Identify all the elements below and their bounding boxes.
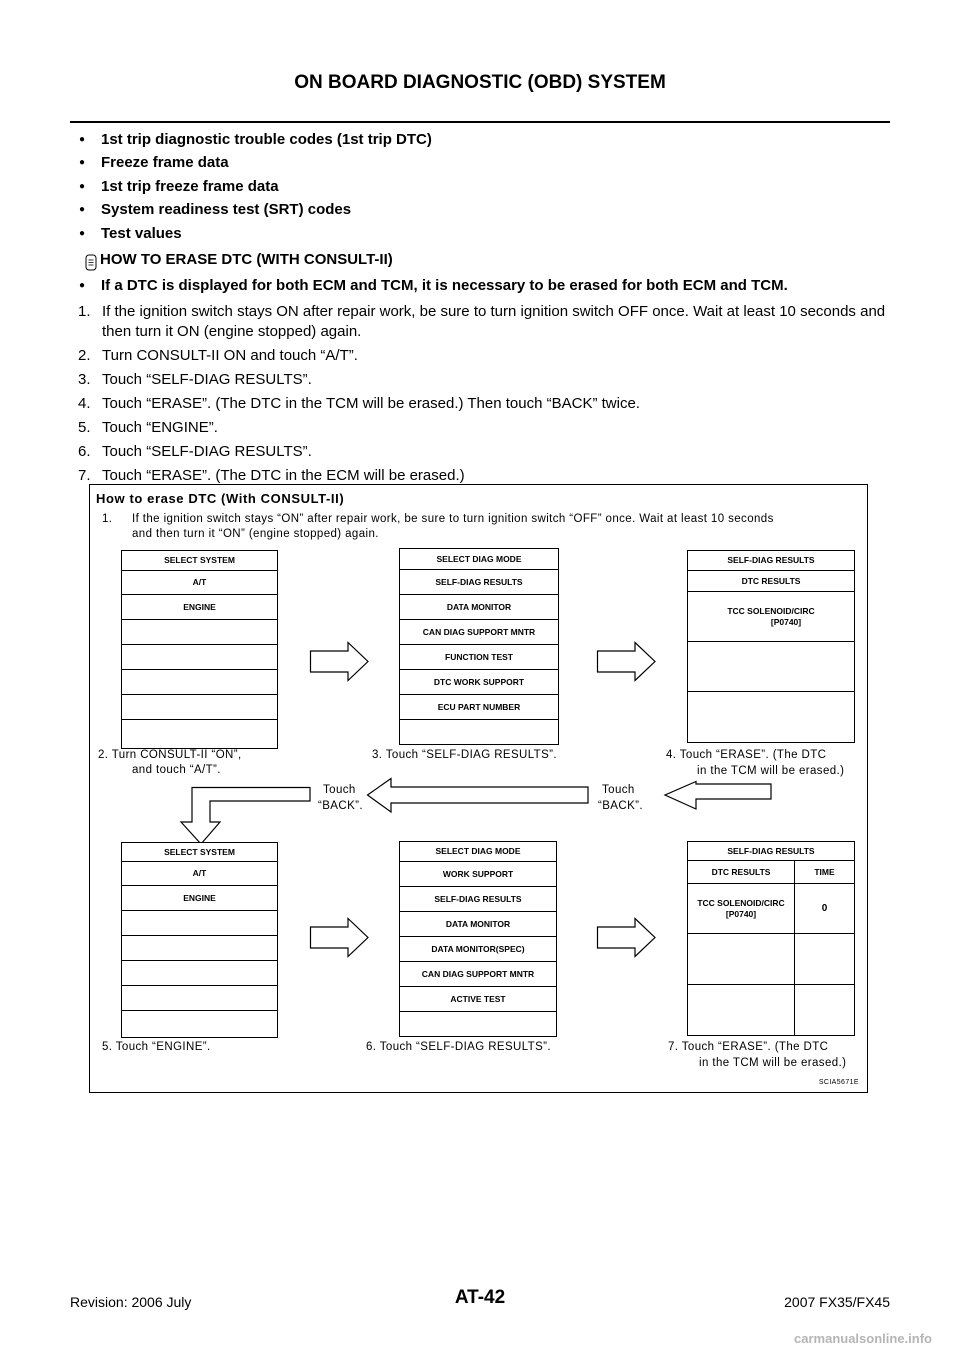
figure-intro-text: If the ignition switch stays “ON” after repair work, be sure to turn ignition switch “OFF” once. Wait at least 10 seconds xyxy=(132,513,774,525)
step-item xyxy=(78,394,898,414)
left-arrow-icon xyxy=(664,775,774,815)
step-item xyxy=(78,346,898,366)
footer-model: 2007 FX35/FX45 xyxy=(784,1294,890,1310)
menu-item-self-diag-results[interactable]: SELF-DIAG RESULTS xyxy=(400,570,558,595)
step-item xyxy=(78,370,898,390)
step-item xyxy=(78,442,898,462)
step-text: If the ignition switch stays ON after repair work, be sure to turn ignition switch OFF once. Wait at least 10 seconds and then turn it ON (engine stopped) again. xyxy=(102,303,886,340)
dtc-result-item xyxy=(688,592,854,642)
list-item: ● Test values xyxy=(78,222,432,245)
screen-header: SELF-DIAG RESULTS xyxy=(688,551,854,571)
watermark-link[interactable]: carmanualsonline.info xyxy=(794,1331,932,1346)
caption-touch-back-cont: “BACK”. xyxy=(598,800,643,812)
menu-item-empty xyxy=(122,695,277,720)
screen-header: SELECT SYSTEM xyxy=(122,843,277,862)
menu-item-data-monitor[interactable]: DATA MONITOR xyxy=(400,595,558,620)
step-text: Turn CONSULT-II ON and touch “A/T”. xyxy=(102,347,358,364)
dtc-time-value: 0 xyxy=(795,884,854,934)
dtc-result-empty xyxy=(688,934,795,985)
step-number: 2. xyxy=(78,347,91,364)
caption-touch-back-cont: “BACK”. xyxy=(318,800,363,812)
caption-step-2-cont: and touch “A/T”. xyxy=(132,764,221,776)
consult-screen-self-diag-results-time xyxy=(687,841,855,1036)
dtc-name: TCC SOLENOID/CIRC xyxy=(727,605,815,616)
menu-item-empty xyxy=(122,620,277,645)
figure-id: SCIA5671E xyxy=(818,1079,859,1086)
time-column-header: TIME xyxy=(795,861,854,884)
menu-item-ecu-part-number[interactable]: ECU PART NUMBER xyxy=(400,695,558,720)
dtc-time-empty xyxy=(795,934,854,985)
caption-step-7-cont: in the TCM will be erased.) xyxy=(699,1057,847,1069)
dtc-result-empty xyxy=(688,642,854,692)
menu-item-work-support[interactable]: WORK SUPPORT xyxy=(400,862,556,887)
list-item: ● 1st trip diagnostic trouble codes (1st trip DTC) xyxy=(78,128,432,151)
menu-item-empty xyxy=(400,1012,556,1036)
step-item xyxy=(78,466,898,486)
dtc-result-item xyxy=(688,884,795,934)
right-arrow-icon xyxy=(597,918,657,958)
dtc-result-empty xyxy=(688,985,795,1035)
menu-item-empty xyxy=(122,986,277,1011)
step-number: 7. xyxy=(78,467,91,484)
dtc-results-label: DTC RESULTS xyxy=(688,571,854,592)
menu-item-engine[interactable]: ENGINE xyxy=(122,886,277,911)
title-divider xyxy=(70,121,890,123)
procedure-steps xyxy=(78,302,898,486)
step-text: Touch “ERASE”. (The DTC in the ECM will be erased.) xyxy=(102,467,465,484)
page-title: ON BOARD DIAGNOSTIC (OBD) SYSTEM xyxy=(294,72,666,93)
caption-touch-back: Touch xyxy=(323,784,356,796)
menu-item-dtc-work-support[interactable]: DTC WORK SUPPORT xyxy=(400,670,558,695)
dtc-name: TCC SOLENOID/CIRC xyxy=(697,897,785,908)
step-number: 1. xyxy=(78,303,91,320)
step-number: 3. xyxy=(78,371,91,388)
consult-screen-self-diag-results xyxy=(687,550,855,743)
menu-item-can-diag-support[interactable]: CAN DIAG SUPPORT MNTR xyxy=(400,620,558,645)
dtc-result-empty xyxy=(688,692,854,742)
menu-item-active-test[interactable]: ACTIVE TEST xyxy=(400,987,556,1012)
right-arrow-icon xyxy=(310,642,370,682)
step-number: 5. xyxy=(78,419,91,436)
caption-step-6: 6. Touch “SELF-DIAG RESULTS”. xyxy=(366,1041,552,1053)
document-icon xyxy=(83,254,99,272)
menu-item-empty xyxy=(122,936,277,961)
warning-note: ● If a DTC is displayed for both ECM and TCM, it is necessary to be erased for both ECM and TCM. xyxy=(78,276,921,296)
page-number: AT-42 xyxy=(454,1287,506,1308)
menu-item-data-monitor-spec[interactable]: DATA MONITOR(SPEC) xyxy=(400,937,556,962)
menu-item-at[interactable]: A/T xyxy=(122,862,277,886)
menu-item-at[interactable]: A/T xyxy=(122,571,277,595)
procedure-figure xyxy=(89,484,868,1093)
list-item: ● 1st trip freeze frame data xyxy=(78,175,432,198)
caption-touch-back: Touch xyxy=(602,784,635,796)
menu-item-empty xyxy=(122,1011,277,1037)
menu-item-empty xyxy=(122,911,277,936)
list-item: ● Freeze frame data xyxy=(78,151,432,174)
menu-item-empty xyxy=(122,670,277,695)
caption-step-7: 7. Touch “ERASE”. (The DTC xyxy=(668,1041,829,1053)
down-arrow-icon xyxy=(180,787,315,847)
caption-step-2: 2. Turn CONSULT-II “ON”, xyxy=(98,749,242,761)
consult-screen-select-diag-mode xyxy=(399,548,559,745)
right-arrow-icon xyxy=(310,918,370,958)
left-arrow-icon xyxy=(367,778,589,814)
dtc-code: [P0740] xyxy=(725,908,757,919)
stored-data-list xyxy=(78,128,432,245)
figure-step-number: 1. xyxy=(102,513,113,525)
figure-title: How to erase DTC (With CONSULT-II) xyxy=(96,491,345,506)
menu-item-empty xyxy=(122,961,277,986)
consult-screen-select-system xyxy=(121,842,278,1038)
menu-item-function-test[interactable]: FUNCTION TEST xyxy=(400,645,558,670)
menu-item-data-monitor[interactable]: DATA MONITOR xyxy=(400,912,556,937)
dtc-results-column-header: DTC RESULTS xyxy=(688,861,795,884)
step-text: Touch “SELF-DIAG RESULTS”. xyxy=(102,371,312,388)
menu-item-self-diag-results[interactable]: SELF-DIAG RESULTS xyxy=(400,887,556,912)
menu-item-empty xyxy=(122,720,277,748)
caption-step-5: 5. Touch “ENGINE”. xyxy=(102,1041,211,1053)
screen-header: SELF-DIAG RESULTS xyxy=(688,842,854,861)
step-text: Touch “ENGINE”. xyxy=(102,419,218,436)
step-text: Touch “SELF-DIAG RESULTS”. xyxy=(102,443,312,460)
figure-intro-text: and then turn it “ON” (engine stopped) again. xyxy=(132,528,379,540)
step-item xyxy=(78,302,898,342)
footer-revision: Revision: 2006 July xyxy=(70,1294,192,1310)
step-text: Touch “ERASE”. (The DTC in the TCM will be erased.) Then touch “BACK” twice. xyxy=(102,395,640,412)
consult-screen-select-diag-mode xyxy=(399,841,557,1037)
list-item: ● System readiness test (SRT) codes xyxy=(78,198,432,221)
step-item xyxy=(78,418,898,438)
menu-item-empty xyxy=(122,645,277,670)
menu-item-empty xyxy=(400,720,558,744)
screen-header: SELECT SYSTEM xyxy=(122,551,277,571)
menu-item-engine[interactable]: ENGINE xyxy=(122,595,277,620)
dtc-code: [P0740] xyxy=(770,616,802,627)
caption-step-4-cont: in the TCM will be erased.) xyxy=(697,765,845,777)
caption-step-4: 4. Touch “ERASE”. (The DTC xyxy=(666,749,827,761)
menu-item-can-diag-support[interactable]: CAN DIAG SUPPORT MNTR xyxy=(400,962,556,987)
step-number: 4. xyxy=(78,395,91,412)
right-arrow-icon xyxy=(597,642,657,682)
section-heading: HOW TO ERASE DTC (WITH CONSULT-II) xyxy=(100,251,393,268)
consult-screen-select-system xyxy=(121,550,278,749)
screen-header: SELECT DIAG MODE xyxy=(400,549,558,570)
step-number: 6. xyxy=(78,443,91,460)
caption-step-3: 3. Touch “SELF-DIAG RESULTS”. xyxy=(372,749,558,761)
screen-header: SELECT DIAG MODE xyxy=(400,842,556,862)
